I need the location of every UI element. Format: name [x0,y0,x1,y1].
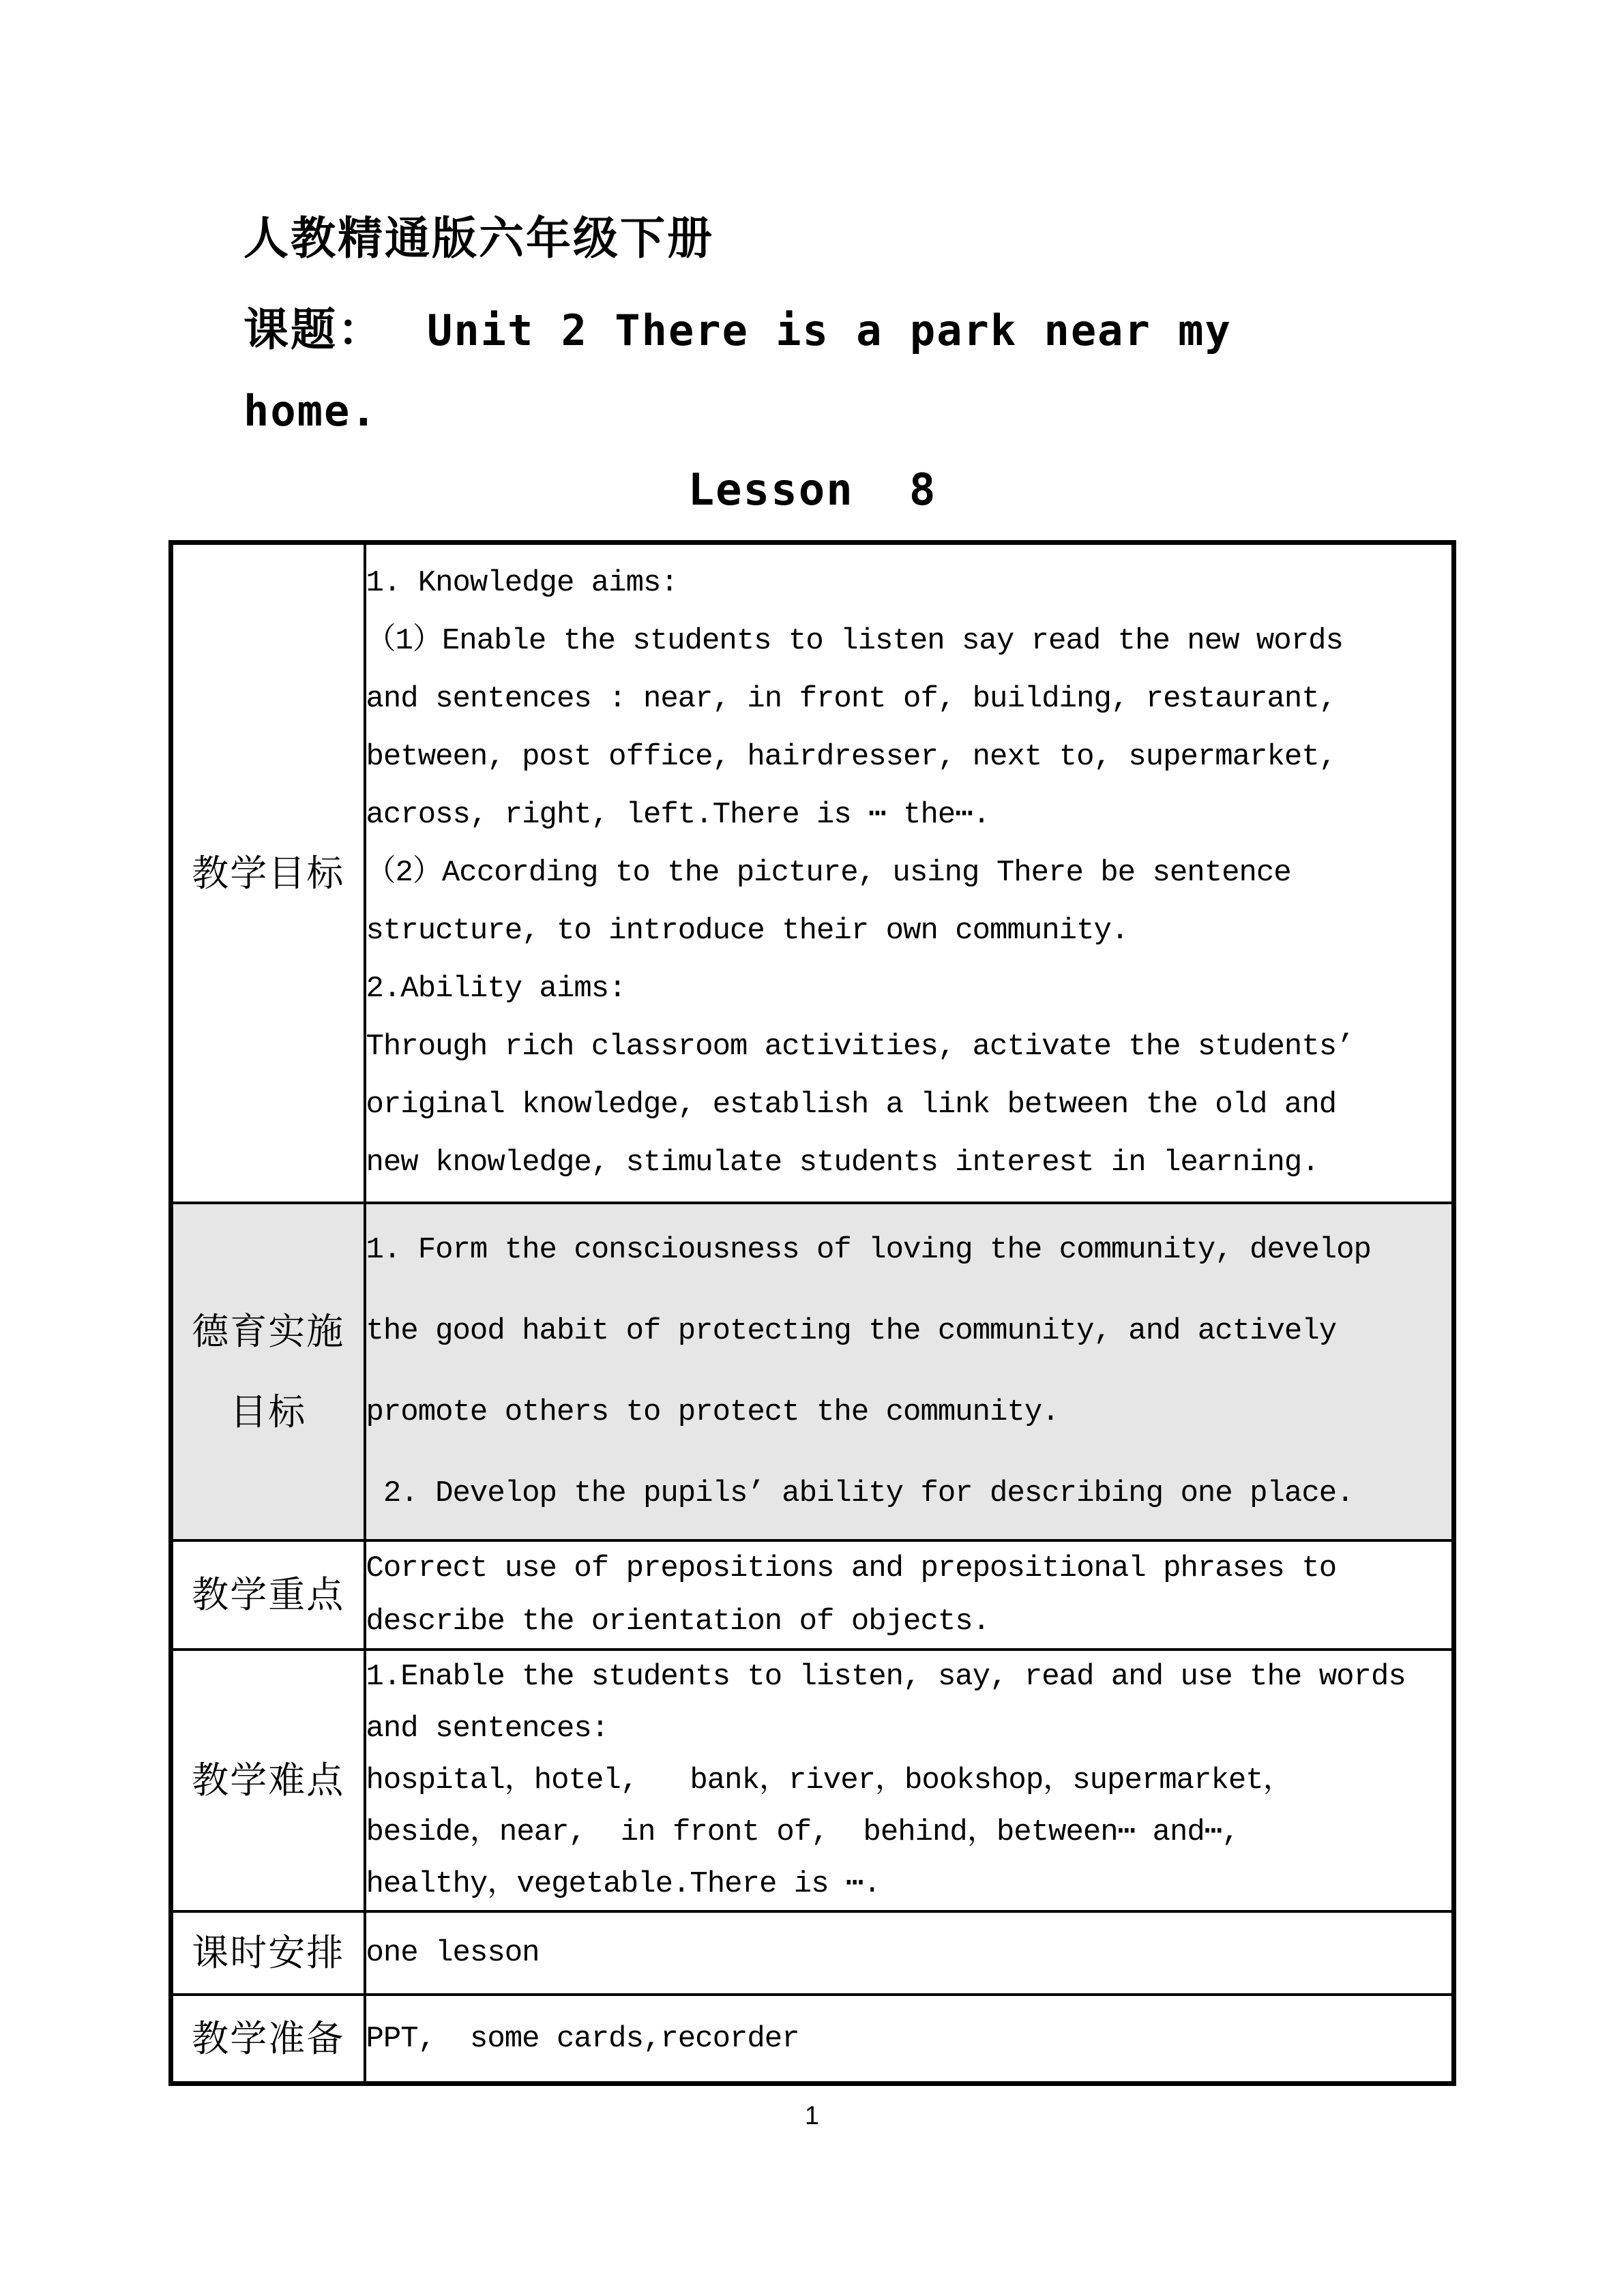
row-label: 课时安排 [171,1911,365,1995]
row-content: 1.Enable the students to listen, say, read and use the words and sentences: hospital，hotel, bank，river，bookshop，supermarket， beside，near, in front of, behind，between⋯ and⋯, healthy，vegetable.There is ⋯. [365,1650,1454,1911]
table-row-teaching-objectives [171,543,1454,1204]
lesson-plan-table [168,540,1456,2086]
row-label: 德育实施 目标 [171,1203,365,1540]
topic-title-english: Unit 2 There is a park near my [427,305,1232,355]
topic-title-line1 [243,293,1232,358]
table-row-teaching-difficulties [171,1650,1454,1911]
row-label: 教学准备 [171,1995,365,2084]
row-content: one lesson [365,1911,1454,1995]
table-row-class-schedule [171,1911,1454,1995]
lesson-heading: Lesson 8 [688,465,937,516]
topic-label: 课题： [243,304,385,355]
table-row-moral-education-objectives [171,1203,1454,1540]
row-content: PPT, some cards,recorder [365,1995,1454,2084]
row-label: 教学重点 [171,1540,365,1650]
page-number: 1 [804,2102,820,2130]
table-row-teaching-focus [171,1540,1454,1650]
row-label: 教学目标 [171,543,365,1204]
row-content: 1. Knowledge aims: （1）Enable the students to listen say read the new words and sentences : near, in front of, building, restaurant, between, post office, hairdresser, next to, supermarket, across, right, left.There is ⋯ the⋯. （2）According to the picture, using There be sentence structure, to introduce their own community. 2.Ability aims: Through rich classroom activities, activate the students’ original knowledge, establish a link between the old and new knowledge, stimulate students interest in learning. [365,543,1454,1204]
row-content: Correct use of prepositions and prepositional phrases to describe the orientation of objects. [365,1540,1454,1650]
table-row-teaching-preparation [171,1995,1454,2084]
row-label: 教学难点 [171,1650,365,1911]
row-content: 1. Form the consciousness of loving the community, develop the good habit of protecting the community, and actively promote others to protect the community. 2. Develop the pupils’ ability for describing one place. [365,1203,1454,1540]
topic-title-line2: home. [243,386,378,436]
book-title: 人教精通版六年级下册 [243,213,714,263]
